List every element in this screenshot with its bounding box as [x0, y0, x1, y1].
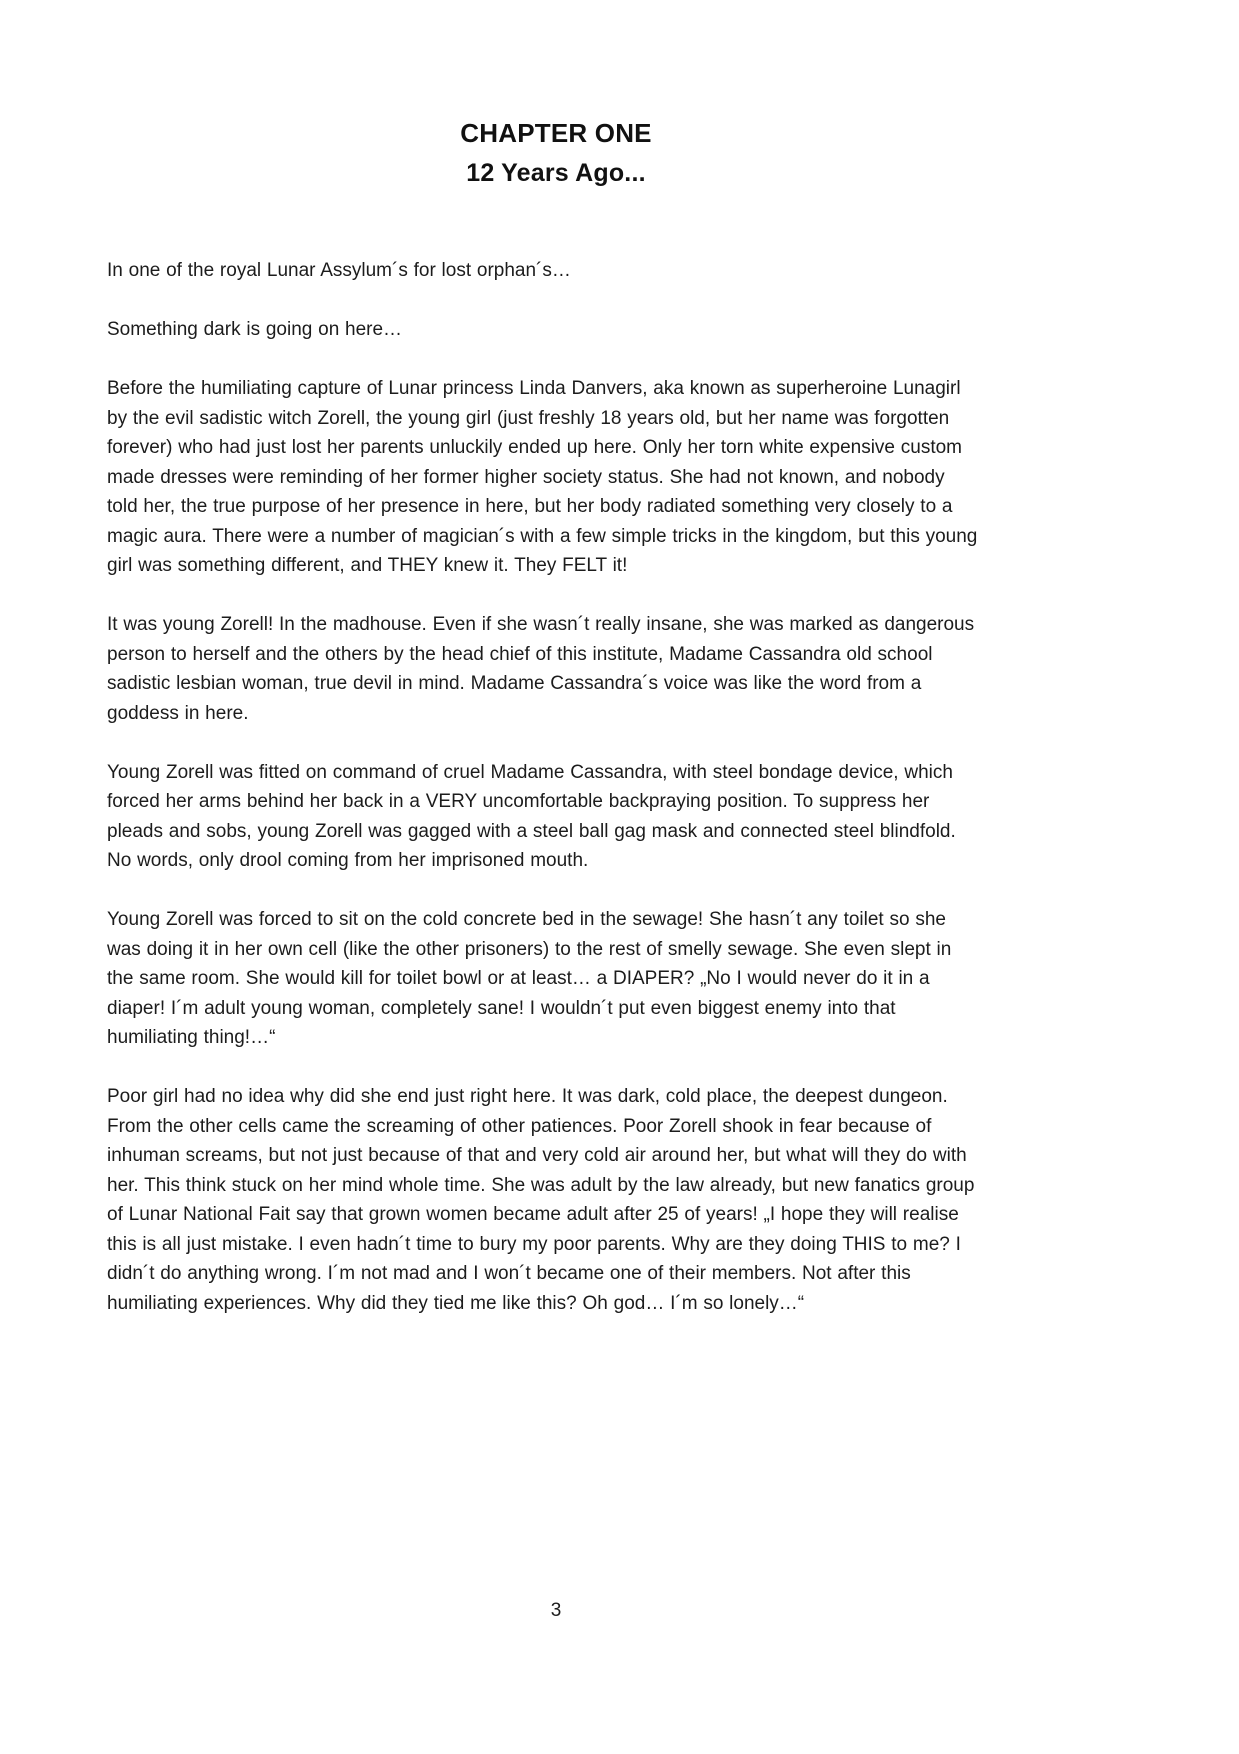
- text-column: [107, 113, 1005, 1348]
- paragraph: It was young Zorell! In the madhouse. Even if she wasn´t really insane, she was marked as dangerous person to herself and the others by the head chief of this institute, Madame Cassandra old school sadistic lesbian woman, true devil in mind. Madame Cassandra´s voice was like the word from a goddess in here.: [107, 614, 975, 724]
- chapter-subtitle: 12 Years Ago...: [466, 159, 646, 187]
- chapter-title: CHAPTER ONE: [460, 118, 652, 148]
- paragraph: Poor girl had no idea why did she end just right here. It was dark, cold place, the deepest dungeon. From the other cells came the screaming of other patiences. Poor Zorell shook in fear because of inhuman screams, but not just because of that and very cold air around her, but what will they do with her. This think stuck on her mind whole time. She was adult by the law already, but new fanatics group of Lunar National Fait say that grown women became adult after 25 of years! „I hope they will realise this is all just mistake. I even hadn´t time to bury my poor parents. Why are they doing THIS to me? I didn´t do anything wrong. I´m not mad and I won´t became one of their members. Not after this humiliating experiences. Why did they tied me like this? Oh god… I´m so lonely…“: [107, 1086, 975, 1314]
- paragraph: Something dark is going on here…: [107, 319, 403, 340]
- paragraph: In one of the royal Lunar Assylum´s for lost orphan´s…: [107, 260, 571, 281]
- paragraph: Young Zorell was forced to sit on the cold concrete bed in the sewage! She hasn´t any toilet so she was doing it in her own cell (like the other prisoners) to the rest of smelly sewage. She even slept in the same room. She would kill for toilet bowl or at least… a DIAPER? „No I would never do it in a diaper! I´m adult young woman, completely sane! I wouldn´t put even biggest enemy into that humiliating thing!…“: [107, 909, 952, 1048]
- paragraph: Before the humiliating capture of Lunar princess Linda Danvers, aka known as superheroine Lunagirl by the evil sadistic witch Zorell, the young girl (just freshly 18 years old, but her name was forgotten forever) who had just lost her parents unluckily ended up here. Only her torn white expensive custom made dresses were reminding of her former higher society status. She had not known, and nobody told her, the true purpose of her presence in here, but her body radiated something very closely to a magic aura. There were a number of magician´s with a few simple tricks in the kingdom, but this young girl was something different, and THEY knew it. They FELT it!: [107, 378, 978, 576]
- paragraph: Young Zorell was fitted on command of cruel Madame Cassandra, with steel bondage device, which forced her arms behind her back in a VERY uncomfortable backpraying position. To suppress her pleads and sobs, young Zorell was gagged with a steel ball gag mask and connected steel blindfold. No words, only drool coming from her imprisoned mouth.: [107, 761, 956, 871]
- body-text: [107, 256, 1005, 1318]
- page-number: 3: [550, 1600, 562, 1621]
